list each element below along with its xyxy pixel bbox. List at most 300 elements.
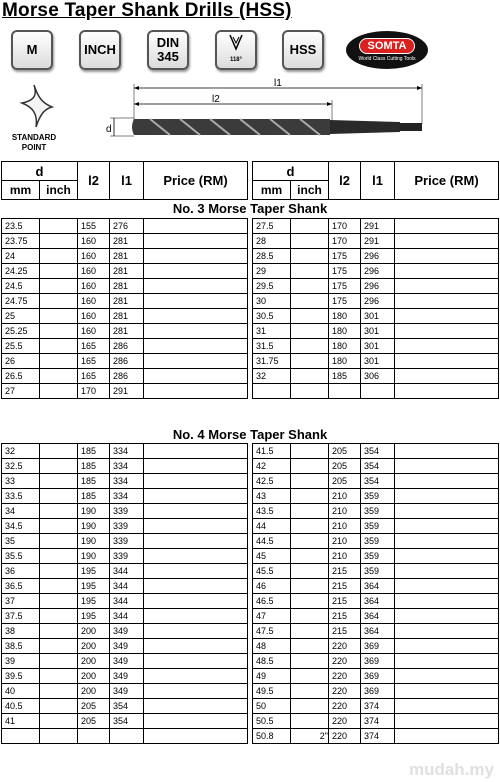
cell-l1: 369 [361,684,395,699]
cell-inch [40,534,78,549]
cell-l2: 210 [329,489,361,504]
table-row [2,444,248,459]
cell-mm: 50.8 [253,729,291,744]
cell-mm: 38 [2,624,40,639]
cell-inch [291,339,329,354]
cell-price [144,684,248,699]
cell-l1: 354 [361,459,395,474]
cell-price [144,219,248,234]
cell-inch [40,474,78,489]
cell-price [144,564,248,579]
cell-l2: 190 [78,534,110,549]
table-row [253,579,499,594]
cell-l1: 281 [110,234,144,249]
cell-l1: 374 [361,729,395,744]
cell-inch [40,489,78,504]
cell-price [144,699,248,714]
cell-mm: 47 [253,609,291,624]
cell-l1: 281 [110,249,144,264]
cell-price [144,264,248,279]
table-row [2,369,248,384]
cell-l2: 210 [329,519,361,534]
cell-mm: 46 [253,579,291,594]
cell-inch [40,699,78,714]
cell-l1: 349 [110,654,144,669]
table-row [253,294,499,309]
badge-metric: M [11,30,53,70]
cell-mm: 36.5 [2,579,40,594]
cell-price [144,309,248,324]
cell-price [144,519,248,534]
logo-tagline: World Class Cutting Tools [358,56,416,62]
cell-inch [40,219,78,234]
cell-mm: 40.5 [2,699,40,714]
cell-inch [291,369,329,384]
table-row [253,219,499,234]
cell-l1: 354 [361,474,395,489]
table-row [2,354,248,369]
cell-l1: 291 [110,384,144,399]
cell-l2: 215 [329,579,361,594]
cell-price [395,519,499,534]
cell-l2: 165 [78,339,110,354]
cell-l1: 369 [361,639,395,654]
cell-mm: 27 [2,384,40,399]
cell-mm: 34 [2,504,40,519]
header-d: d [2,162,78,181]
cell-l2: 190 [78,549,110,564]
cell-inch [291,279,329,294]
cell-price [395,249,499,264]
cell-l1: 301 [361,354,395,369]
cell-mm: 29.5 [253,279,291,294]
cell-price [144,444,248,459]
cell-price [144,714,248,729]
cell-inch [291,654,329,669]
cell-mm: 28 [253,234,291,249]
cell-price [395,324,499,339]
cell-l2: 205 [78,699,110,714]
cell-inch [291,444,329,459]
badge-point-angle [215,30,257,70]
cell-l1: 359 [361,504,395,519]
cell-inch [291,459,329,474]
table-row [2,549,248,564]
cell-l1: 339 [110,534,144,549]
cell-inch [40,549,78,564]
cell-l2: 170 [329,234,361,249]
cell-mm: 43.5 [253,504,291,519]
cell-l1: 281 [110,294,144,309]
table-row [2,459,248,474]
table-row [2,504,248,519]
table-row [253,654,499,669]
cell-l1: 306 [361,369,395,384]
header-inch: inch [291,181,329,200]
cell-mm: 50.5 [253,714,291,729]
cell-l1: 369 [361,669,395,684]
cell-mm: 43 [253,489,291,504]
table-row [253,594,499,609]
cell-empty [110,729,144,744]
cell-mm: 25.5 [2,339,40,354]
cell-price [144,504,248,519]
cell-l2: 200 [78,669,110,684]
cell-l1: 364 [361,594,395,609]
cell-l1: 354 [361,444,395,459]
cell-mm: 39 [2,654,40,669]
cell-price [144,339,248,354]
cell-price [144,669,248,684]
cell-l2: 180 [329,309,361,324]
cell-l1: 354 [110,699,144,714]
cell-mm: 41 [2,714,40,729]
cell-inch [40,294,78,309]
cell-mm: 24.25 [2,264,40,279]
point-angle-label: 118° [229,57,243,63]
table-row [2,714,248,729]
table-row [2,234,248,249]
header-price: Price (RM) [144,162,248,200]
cell-price [395,489,499,504]
cell-l2: 200 [78,654,110,669]
cell-inch [40,444,78,459]
cell-price [395,699,499,714]
cell-empty [329,384,361,399]
table-row [2,669,248,684]
cell-price [144,279,248,294]
cell-l1: 354 [110,714,144,729]
cell-mm: 42.5 [253,474,291,489]
cell-l2: 220 [329,714,361,729]
cell-price [144,549,248,564]
cell-l2: 160 [78,294,110,309]
table-taper4-left [1,443,248,744]
table-row [2,684,248,699]
table-row [253,234,499,249]
cell-mm: 37.5 [2,609,40,624]
cell-mm: 39.5 [2,669,40,684]
cell-l1: 339 [110,519,144,534]
cell-mm: 44 [253,519,291,534]
cell-price [395,684,499,699]
cell-mm: 26 [2,354,40,369]
cell-inch [40,624,78,639]
cell-l1: 334 [110,489,144,504]
cell-l2: 175 [329,264,361,279]
cell-l2: 205 [78,714,110,729]
cell-inch [291,324,329,339]
cell-price [144,609,248,624]
cell-l1: 374 [361,699,395,714]
cell-l2: 160 [78,309,110,324]
cell-inch [291,684,329,699]
cell-l2: 210 [329,534,361,549]
cell-inch [291,474,329,489]
cell-inch [40,639,78,654]
cell-mm: 38.5 [2,639,40,654]
cell-price [395,714,499,729]
cell-price [395,459,499,474]
cell-l1: 359 [361,549,395,564]
cell-l2: 160 [78,249,110,264]
cell-inch [40,654,78,669]
table-row [2,384,248,399]
cell-mm: 35 [2,534,40,549]
cell-l2: 170 [78,384,110,399]
cell-price [144,459,248,474]
cell-l2: 215 [329,624,361,639]
table-row [253,459,499,474]
cell-l2: 215 [329,609,361,624]
cell-inch [40,579,78,594]
table-row [253,369,499,384]
drill-point-icon [224,33,248,53]
cell-l1: 334 [110,474,144,489]
header-l1: l1 [361,162,395,200]
cell-mm: 33 [2,474,40,489]
cell-mm: 45 [253,549,291,564]
cell-mm: 36 [2,564,40,579]
cell-inch [40,264,78,279]
cell-mm: 49.5 [253,684,291,699]
cell-l1: 344 [110,609,144,624]
cell-price [144,489,248,504]
cell-l1: 344 [110,594,144,609]
cell-l1: 291 [361,219,395,234]
cell-empty [2,729,40,744]
header-d: d [253,162,329,181]
cell-mm: 41.5 [253,444,291,459]
cell-l1: 301 [361,324,395,339]
cell-mm: 44.5 [253,534,291,549]
cell-mm: 25.25 [2,324,40,339]
cell-price [395,264,499,279]
cell-l2: 195 [78,579,110,594]
table-row [253,549,499,564]
table-row [253,624,499,639]
cell-l1: 334 [110,459,144,474]
cell-mm: 24.5 [2,279,40,294]
cell-price [395,654,499,669]
cell-l2: 205 [329,474,361,489]
cell-mm: 27.5 [253,219,291,234]
table-row [253,609,499,624]
cell-price [395,639,499,654]
cell-inch [291,249,329,264]
table-row [253,384,499,399]
l2-label: l2 [212,94,220,105]
cell-l2: 195 [78,609,110,624]
cell-l2: 205 [329,459,361,474]
table-row [253,249,499,264]
cell-price [395,309,499,324]
cell-price [395,609,499,624]
cell-mm: 31.5 [253,339,291,354]
cell-mm: 34.5 [2,519,40,534]
cell-price [144,639,248,654]
cell-mm: 25 [2,309,40,324]
cell-l1: 296 [361,294,395,309]
table-row [253,534,499,549]
cell-inch [40,309,78,324]
cell-price [395,594,499,609]
cell-mm: 24 [2,249,40,264]
logo-brand: SOMTA [359,38,416,54]
cell-inch [40,369,78,384]
cell-l2: 215 [329,564,361,579]
cell-mm: 45.5 [253,564,291,579]
cell-price [395,474,499,489]
cell-inch [40,564,78,579]
cell-inch [40,594,78,609]
cell-inch [291,264,329,279]
cell-inch [291,624,329,639]
cell-inch [291,519,329,534]
cell-l1: 364 [361,624,395,639]
cell-l1: 286 [110,339,144,354]
cell-l1: 286 [110,354,144,369]
cell-mm: 33.5 [2,489,40,504]
cell-inch [40,459,78,474]
cell-l2: 210 [329,549,361,564]
cell-l1: 364 [361,609,395,624]
cell-price [144,354,248,369]
table-row [2,264,248,279]
cell-inch [40,354,78,369]
cell-l2: 165 [78,369,110,384]
table-row [253,279,499,294]
section-title-taper4: No. 4 Morse Taper Shank [172,427,328,442]
badge-din: DIN 345 [147,30,189,70]
cell-empty [253,384,291,399]
cell-l1: 281 [110,309,144,324]
cell-l1: 359 [361,489,395,504]
cell-mm: 23.75 [2,234,40,249]
cell-price [144,594,248,609]
cell-l2: 195 [78,564,110,579]
cell-price [144,369,248,384]
cell-l1: 349 [110,624,144,639]
cell-inch [291,234,329,249]
header-l1: l1 [110,162,144,200]
l1-label: l1 [274,78,282,89]
cell-price [144,624,248,639]
table-row [2,249,248,264]
cell-price [144,654,248,669]
cell-l1: 374 [361,714,395,729]
cell-inch [291,714,329,729]
table-row [253,339,499,354]
cell-mm: 42 [253,459,291,474]
cell-price [144,384,248,399]
cell-inch [291,219,329,234]
cell-l2: 155 [78,219,110,234]
cell-mm: 32.5 [2,459,40,474]
cell-price [395,294,499,309]
cell-price [395,504,499,519]
cell-price [144,234,248,249]
cell-price [144,294,248,309]
cell-mm: 35.5 [2,549,40,564]
cell-l1: 364 [361,579,395,594]
cell-l2: 190 [78,504,110,519]
cell-price [144,579,248,594]
cell-l2: 185 [78,444,110,459]
badge-inch: INCH [79,30,121,70]
drill-diagram [100,78,440,148]
table-row [2,729,248,744]
cell-l1: 286 [110,369,144,384]
cell-price [144,534,248,549]
cell-l1: 369 [361,654,395,669]
cell-l2: 185 [78,474,110,489]
table-row [253,564,499,579]
cell-price [395,339,499,354]
table-row [2,594,248,609]
table-row [2,624,248,639]
cell-l2: 220 [329,654,361,669]
cell-inch [40,504,78,519]
table-row [2,699,248,714]
cell-l1: 301 [361,339,395,354]
cell-inch [40,249,78,264]
cell-l1: 349 [110,639,144,654]
table-row [253,309,499,324]
cell-l2: 175 [329,279,361,294]
cell-mm: 30 [253,294,291,309]
cell-l2: 220 [329,639,361,654]
table-row [253,729,499,744]
header-left [1,161,248,200]
table-row [2,609,248,624]
cell-inch [291,579,329,594]
table-row [253,639,499,654]
cell-price [395,534,499,549]
d-label: d [106,124,112,135]
standard-point-icon [14,83,54,129]
table-row [253,504,499,519]
cell-inch [291,669,329,684]
header-right [252,161,499,200]
cell-l1: 296 [361,279,395,294]
cell-l1: 339 [110,504,144,519]
cell-l1: 296 [361,264,395,279]
cell-inch [291,354,329,369]
cell-inch [291,609,329,624]
cell-price [395,369,499,384]
cell-l2: 185 [78,459,110,474]
cell-mm: 31 [253,324,291,339]
cell-l2: 170 [329,219,361,234]
cell-inch [40,234,78,249]
cell-mm: 30.5 [253,309,291,324]
cell-inch [40,339,78,354]
cell-l2: 210 [329,504,361,519]
cell-l2: 180 [329,324,361,339]
cell-l2: 160 [78,234,110,249]
cell-l1: 349 [110,669,144,684]
cell-inch [291,309,329,324]
cell-l1: 291 [361,234,395,249]
header-l2: l2 [78,162,110,200]
cell-l2: 190 [78,519,110,534]
cell-l1: 296 [361,249,395,264]
badge-hss: HSS [282,30,324,70]
cell-inch [40,714,78,729]
cell-l2: 220 [329,669,361,684]
table-row [253,519,499,534]
